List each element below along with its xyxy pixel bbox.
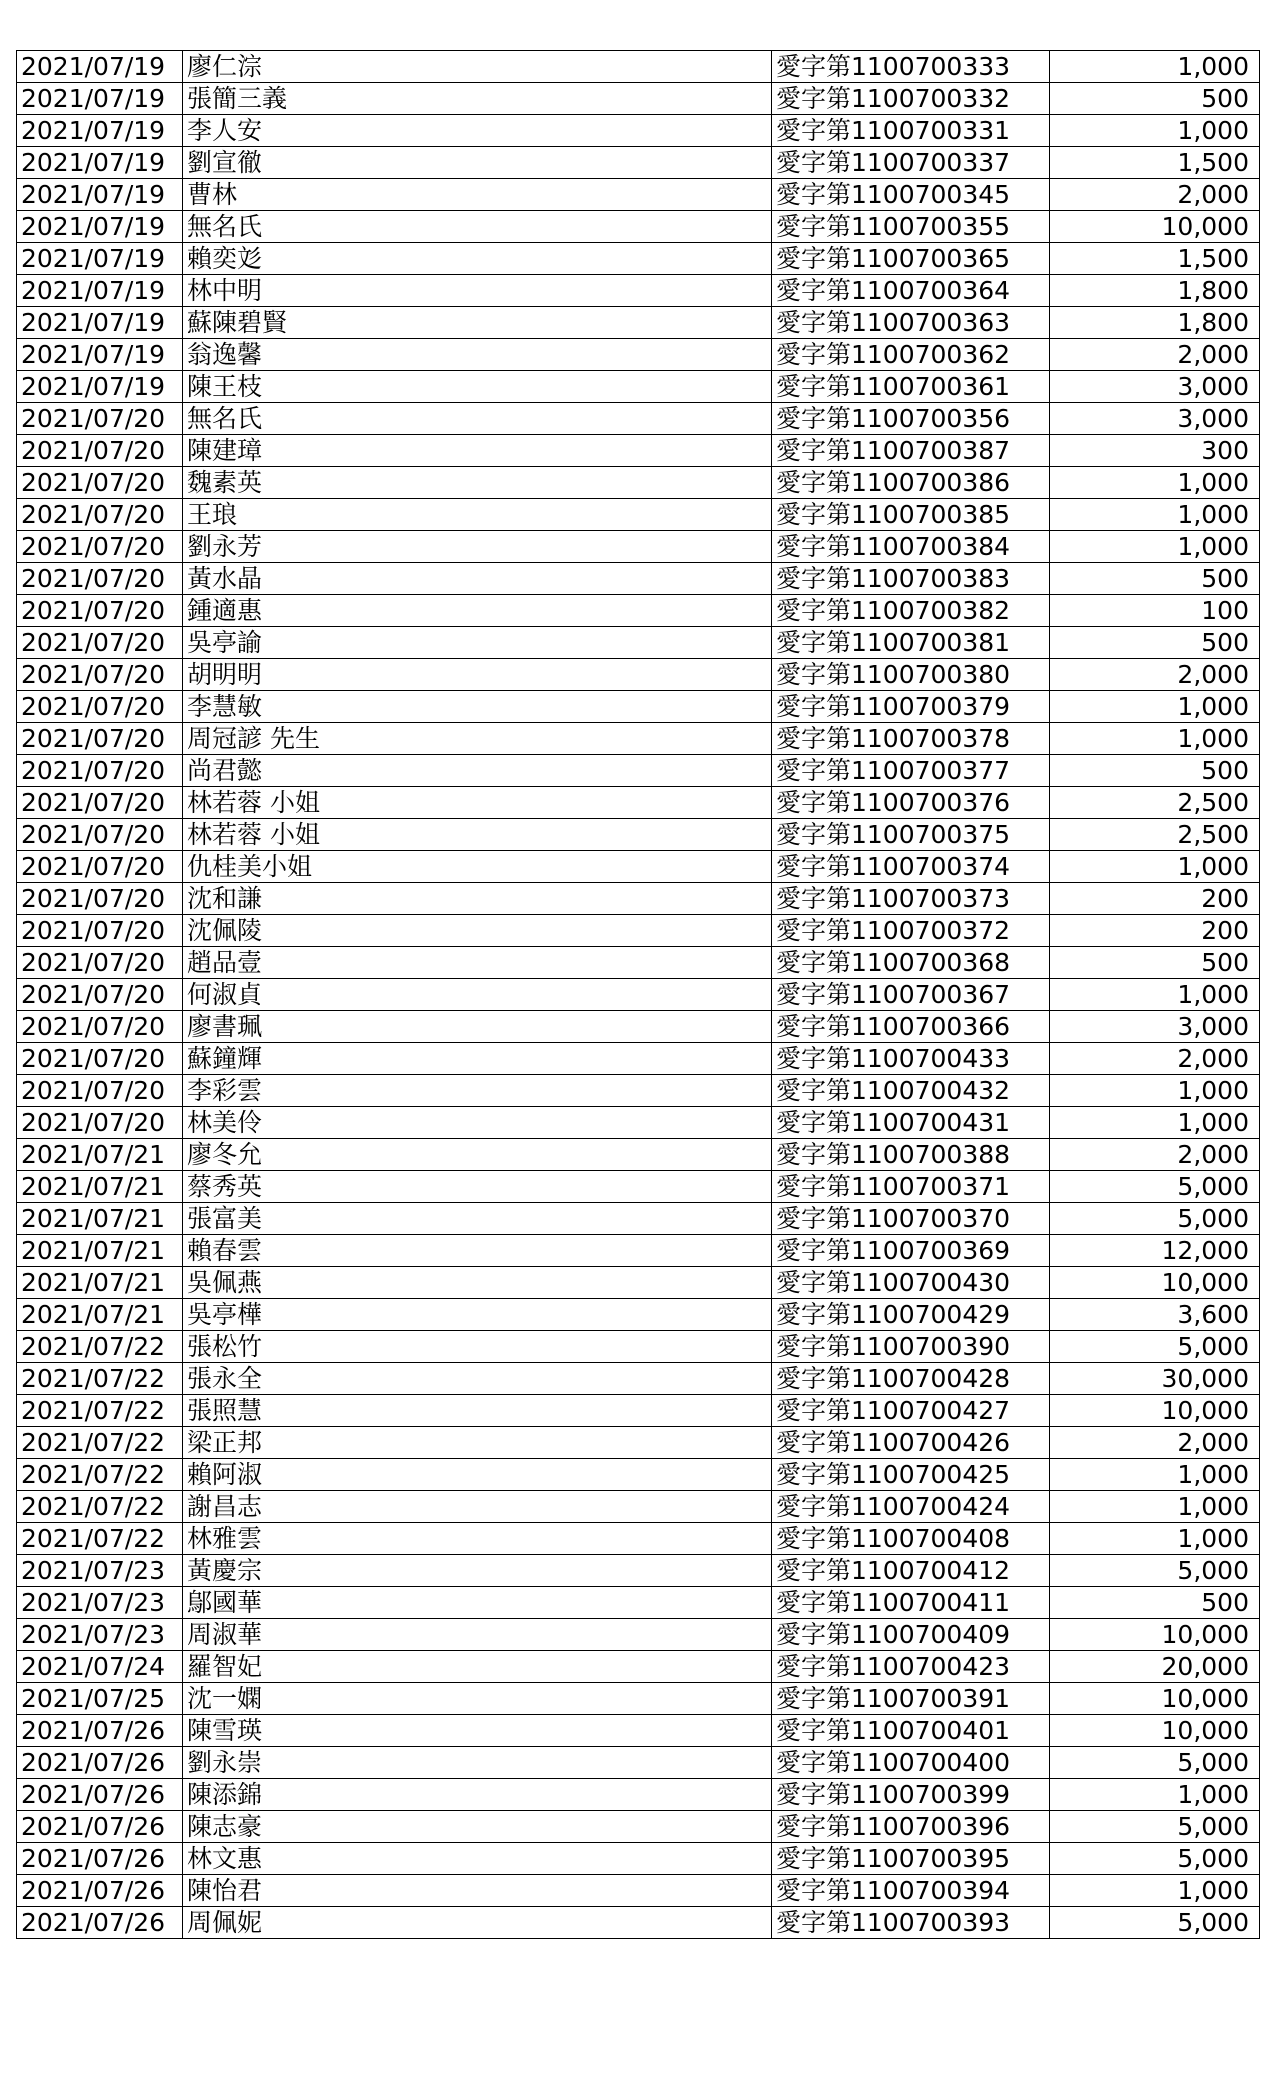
amount-cell: 5,000	[1050, 1555, 1260, 1587]
amount-cell: 5,000	[1050, 1843, 1260, 1875]
amount-cell: 1,000	[1050, 1875, 1260, 1907]
amount-cell: 300	[1050, 435, 1260, 467]
amount-cell: 1,500	[1050, 147, 1260, 179]
table-row	[17, 787, 1260, 819]
donor-name-cell: 張永全	[183, 1363, 772, 1395]
receipt-number-cell: 愛字第1100700432	[772, 1075, 1050, 1107]
receipt-number-cell: 愛字第1100700372	[772, 915, 1050, 947]
date-cell: 2021/07/20	[17, 403, 183, 435]
amount-cell: 20,000	[1050, 1651, 1260, 1683]
date-cell: 2021/07/20	[17, 595, 183, 627]
table-row	[17, 1683, 1260, 1715]
donor-name-cell: 周佩妮	[183, 1907, 772, 1939]
date-cell: 2021/07/19	[17, 211, 183, 243]
table-row	[17, 851, 1260, 883]
donor-name-cell: 沈和謙	[183, 883, 772, 915]
donation-rows	[17, 51, 1260, 1939]
date-cell: 2021/07/22	[17, 1523, 183, 1555]
receipt-number-cell: 愛字第1100700388	[772, 1139, 1050, 1171]
table-row	[17, 467, 1260, 499]
donor-name-cell: 周淑華	[183, 1619, 772, 1651]
table-row	[17, 1747, 1260, 1779]
table-row	[17, 1075, 1260, 1107]
amount-cell: 5,000	[1050, 1171, 1260, 1203]
date-cell: 2021/07/21	[17, 1235, 183, 1267]
donor-name-cell: 張松竹	[183, 1331, 772, 1363]
table-row	[17, 1299, 1260, 1331]
receipt-number-cell: 愛字第1100700374	[772, 851, 1050, 883]
date-cell: 2021/07/20	[17, 883, 183, 915]
date-cell: 2021/07/20	[17, 819, 183, 851]
date-cell: 2021/07/21	[17, 1299, 183, 1331]
donor-name-cell: 胡明明	[183, 659, 772, 691]
date-cell: 2021/07/19	[17, 147, 183, 179]
donor-name-cell: 賴春雲	[183, 1235, 772, 1267]
table-row	[17, 1043, 1260, 1075]
donor-name-cell: 曹林	[183, 179, 772, 211]
donor-name-cell: 羅智妃	[183, 1651, 772, 1683]
table-row	[17, 307, 1260, 339]
receipt-number-cell: 愛字第1100700366	[772, 1011, 1050, 1043]
donor-name-cell: 廖仁淙	[183, 51, 772, 83]
amount-cell: 2,000	[1050, 339, 1260, 371]
amount-cell: 10,000	[1050, 1395, 1260, 1427]
donor-name-cell: 林若蓉 小姐	[183, 787, 772, 819]
table-row	[17, 1907, 1260, 1939]
date-cell: 2021/07/26	[17, 1715, 183, 1747]
table-row	[17, 339, 1260, 371]
amount-cell: 500	[1050, 627, 1260, 659]
donor-name-cell: 鍾適惠	[183, 595, 772, 627]
date-cell: 2021/07/23	[17, 1587, 183, 1619]
amount-cell: 1,000	[1050, 1779, 1260, 1811]
amount-cell: 10,000	[1050, 1619, 1260, 1651]
donor-name-cell: 鄔國華	[183, 1587, 772, 1619]
table-row	[17, 1203, 1260, 1235]
amount-cell: 3,600	[1050, 1299, 1260, 1331]
donor-name-cell: 陳建璋	[183, 435, 772, 467]
donor-name-cell: 廖冬允	[183, 1139, 772, 1171]
amount-cell: 1,800	[1050, 307, 1260, 339]
donor-name-cell: 張富美	[183, 1203, 772, 1235]
receipt-number-cell: 愛字第1100700429	[772, 1299, 1050, 1331]
table-row	[17, 691, 1260, 723]
table-row	[17, 275, 1260, 307]
date-cell: 2021/07/20	[17, 723, 183, 755]
donor-name-cell: 陳王枝	[183, 371, 772, 403]
receipt-number-cell: 愛字第1100700337	[772, 147, 1050, 179]
amount-cell: 1,500	[1050, 243, 1260, 275]
receipt-number-cell: 愛字第1100700378	[772, 723, 1050, 755]
amount-cell: 5,000	[1050, 1203, 1260, 1235]
donor-name-cell: 林若蓉 小姐	[183, 819, 772, 851]
table-row	[17, 1843, 1260, 1875]
date-cell: 2021/07/22	[17, 1363, 183, 1395]
donor-name-cell: 廖書珮	[183, 1011, 772, 1043]
table-row	[17, 1363, 1260, 1395]
amount-cell: 1,000	[1050, 115, 1260, 147]
donor-name-cell: 謝昌志	[183, 1491, 772, 1523]
table-row	[17, 211, 1260, 243]
receipt-number-cell: 愛字第1100700433	[772, 1043, 1050, 1075]
amount-cell: 1,000	[1050, 499, 1260, 531]
amount-cell: 500	[1050, 1587, 1260, 1619]
amount-cell: 2,000	[1050, 179, 1260, 211]
date-cell: 2021/07/20	[17, 467, 183, 499]
table-row	[17, 755, 1260, 787]
table-row	[17, 371, 1260, 403]
date-cell: 2021/07/23	[17, 1619, 183, 1651]
amount-cell: 1,800	[1050, 275, 1260, 307]
table-row	[17, 403, 1260, 435]
receipt-number-cell: 愛字第1100700393	[772, 1907, 1050, 1939]
table-row	[17, 243, 1260, 275]
donor-name-cell: 黃慶宗	[183, 1555, 772, 1587]
table-row	[17, 819, 1260, 851]
receipt-number-cell: 愛字第1100700394	[772, 1875, 1050, 1907]
donor-name-cell: 陳志豪	[183, 1811, 772, 1843]
amount-cell: 5,000	[1050, 1331, 1260, 1363]
table-row	[17, 1523, 1260, 1555]
amount-cell: 500	[1050, 563, 1260, 595]
receipt-number-cell: 愛字第1100700387	[772, 435, 1050, 467]
table-row	[17, 1235, 1260, 1267]
table-row	[17, 1459, 1260, 1491]
receipt-number-cell: 愛字第1100700331	[772, 115, 1050, 147]
donor-name-cell: 蘇陳碧賢	[183, 307, 772, 339]
table-row	[17, 499, 1260, 531]
receipt-number-cell: 愛字第1100700430	[772, 1267, 1050, 1299]
amount-cell: 10,000	[1050, 1683, 1260, 1715]
amount-cell: 100	[1050, 595, 1260, 627]
amount-cell: 1,000	[1050, 1523, 1260, 1555]
receipt-number-cell: 愛字第1100700390	[772, 1331, 1050, 1363]
date-cell: 2021/07/22	[17, 1491, 183, 1523]
table-row	[17, 883, 1260, 915]
date-cell: 2021/07/20	[17, 627, 183, 659]
receipt-number-cell: 愛字第1100700408	[772, 1523, 1050, 1555]
receipt-number-cell: 愛字第1100700382	[772, 595, 1050, 627]
receipt-number-cell: 愛字第1100700395	[772, 1843, 1050, 1875]
table-row	[17, 1395, 1260, 1427]
receipt-number-cell: 愛字第1100700383	[772, 563, 1050, 595]
receipt-number-cell: 愛字第1100700385	[772, 499, 1050, 531]
donor-name-cell: 趙品壹	[183, 947, 772, 979]
donor-name-cell: 林中明	[183, 275, 772, 307]
table-row	[17, 723, 1260, 755]
amount-cell: 1,000	[1050, 979, 1260, 1011]
table-row	[17, 1267, 1260, 1299]
date-cell: 2021/07/21	[17, 1203, 183, 1235]
donation-table	[16, 50, 1260, 1939]
date-cell: 2021/07/22	[17, 1395, 183, 1427]
amount-cell: 1,000	[1050, 467, 1260, 499]
date-cell: 2021/07/20	[17, 1011, 183, 1043]
date-cell: 2021/07/26	[17, 1747, 183, 1779]
receipt-number-cell: 愛字第1100700391	[772, 1683, 1050, 1715]
amount-cell: 200	[1050, 915, 1260, 947]
table-row	[17, 1619, 1260, 1651]
amount-cell: 1,000	[1050, 851, 1260, 883]
table-row	[17, 531, 1260, 563]
amount-cell: 3,000	[1050, 1011, 1260, 1043]
table-row	[17, 1011, 1260, 1043]
date-cell: 2021/07/26	[17, 1779, 183, 1811]
receipt-number-cell: 愛字第1100700380	[772, 659, 1050, 691]
donor-name-cell: 蔡秀英	[183, 1171, 772, 1203]
date-cell: 2021/07/20	[17, 691, 183, 723]
table-row	[17, 51, 1260, 83]
date-cell: 2021/07/20	[17, 915, 183, 947]
date-cell: 2021/07/21	[17, 1171, 183, 1203]
date-cell: 2021/07/25	[17, 1683, 183, 1715]
donor-name-cell: 何淑貞	[183, 979, 772, 1011]
amount-cell: 5,000	[1050, 1907, 1260, 1939]
date-cell: 2021/07/20	[17, 435, 183, 467]
receipt-number-cell: 愛字第1100700356	[772, 403, 1050, 435]
donor-name-cell: 吳亭樺	[183, 1299, 772, 1331]
date-cell: 2021/07/20	[17, 947, 183, 979]
amount-cell: 5,000	[1050, 1811, 1260, 1843]
date-cell: 2021/07/20	[17, 499, 183, 531]
amount-cell: 2,000	[1050, 659, 1260, 691]
receipt-number-cell: 愛字第1100700409	[772, 1619, 1050, 1651]
amount-cell: 1,000	[1050, 691, 1260, 723]
amount-cell: 2,500	[1050, 819, 1260, 851]
donor-name-cell: 陳雪瑛	[183, 1715, 772, 1747]
table-row	[17, 595, 1260, 627]
amount-cell: 500	[1050, 83, 1260, 115]
table-row	[17, 1427, 1260, 1459]
receipt-number-cell: 愛字第1100700364	[772, 275, 1050, 307]
table-row	[17, 659, 1260, 691]
date-cell: 2021/07/20	[17, 563, 183, 595]
receipt-number-cell: 愛字第1100700426	[772, 1427, 1050, 1459]
receipt-number-cell: 愛字第1100700375	[772, 819, 1050, 851]
donor-name-cell: 劉永崇	[183, 1747, 772, 1779]
amount-cell: 12,000	[1050, 1235, 1260, 1267]
amount-cell: 1,000	[1050, 531, 1260, 563]
amount-cell: 10,000	[1050, 1715, 1260, 1747]
date-cell: 2021/07/19	[17, 51, 183, 83]
table-row	[17, 179, 1260, 211]
receipt-number-cell: 愛字第1100700361	[772, 371, 1050, 403]
receipt-number-cell: 愛字第1100700362	[772, 339, 1050, 371]
donor-name-cell: 林雅雲	[183, 1523, 772, 1555]
donor-name-cell: 沈佩陵	[183, 915, 772, 947]
date-cell: 2021/07/20	[17, 787, 183, 819]
receipt-number-cell: 愛字第1100700400	[772, 1747, 1050, 1779]
table-row	[17, 115, 1260, 147]
table-row	[17, 1875, 1260, 1907]
date-cell: 2021/07/23	[17, 1555, 183, 1587]
receipt-number-cell: 愛字第1100700368	[772, 947, 1050, 979]
amount-cell: 1,000	[1050, 1459, 1260, 1491]
date-cell: 2021/07/26	[17, 1843, 183, 1875]
receipt-number-cell: 愛字第1100700355	[772, 211, 1050, 243]
date-cell: 2021/07/26	[17, 1907, 183, 1939]
table-row	[17, 83, 1260, 115]
receipt-number-cell: 愛字第1100700377	[772, 755, 1050, 787]
table-row	[17, 979, 1260, 1011]
date-cell: 2021/07/19	[17, 179, 183, 211]
receipt-number-cell: 愛字第1100700381	[772, 627, 1050, 659]
donor-name-cell: 魏素英	[183, 467, 772, 499]
date-cell: 2021/07/20	[17, 1107, 183, 1139]
receipt-number-cell: 愛字第1100700333	[772, 51, 1050, 83]
amount-cell: 200	[1050, 883, 1260, 915]
date-cell: 2021/07/19	[17, 115, 183, 147]
donor-name-cell: 王琅	[183, 499, 772, 531]
date-cell: 2021/07/19	[17, 339, 183, 371]
donor-name-cell: 梁正邦	[183, 1427, 772, 1459]
amount-cell: 1,000	[1050, 1075, 1260, 1107]
amount-cell: 500	[1050, 947, 1260, 979]
donor-name-cell: 蘇鐘輝	[183, 1043, 772, 1075]
donor-name-cell: 張照慧	[183, 1395, 772, 1427]
amount-cell: 2,500	[1050, 787, 1260, 819]
table-row	[17, 1107, 1260, 1139]
amount-cell: 3,000	[1050, 371, 1260, 403]
receipt-number-cell: 愛字第1100700376	[772, 787, 1050, 819]
table-row	[17, 947, 1260, 979]
donor-name-cell: 尚君懿	[183, 755, 772, 787]
date-cell: 2021/07/20	[17, 1075, 183, 1107]
donor-name-cell: 劉永芳	[183, 531, 772, 563]
receipt-number-cell: 愛字第1100700365	[772, 243, 1050, 275]
amount-cell: 1,000	[1050, 51, 1260, 83]
donor-name-cell: 翁逸馨	[183, 339, 772, 371]
table-row	[17, 563, 1260, 595]
table-row	[17, 1779, 1260, 1811]
date-cell: 2021/07/20	[17, 755, 183, 787]
receipt-number-cell: 愛字第1100700401	[772, 1715, 1050, 1747]
receipt-number-cell: 愛字第1100700386	[772, 467, 1050, 499]
date-cell: 2021/07/21	[17, 1267, 183, 1299]
receipt-number-cell: 愛字第1100700367	[772, 979, 1050, 1011]
table-row	[17, 1331, 1260, 1363]
receipt-number-cell: 愛字第1100700423	[772, 1651, 1050, 1683]
donor-name-cell: 林美伶	[183, 1107, 772, 1139]
date-cell: 2021/07/19	[17, 307, 183, 339]
amount-cell: 2,000	[1050, 1139, 1260, 1171]
date-cell: 2021/07/19	[17, 243, 183, 275]
receipt-number-cell: 愛字第1100700332	[772, 83, 1050, 115]
receipt-number-cell: 愛字第1100700428	[772, 1363, 1050, 1395]
donor-name-cell: 沈一嫻	[183, 1683, 772, 1715]
receipt-number-cell: 愛字第1100700396	[772, 1811, 1050, 1843]
table-row	[17, 1171, 1260, 1203]
table-row	[17, 147, 1260, 179]
donor-name-cell: 陳怡君	[183, 1875, 772, 1907]
donor-name-cell: 仇桂美小姐	[183, 851, 772, 883]
receipt-number-cell: 愛字第1100700425	[772, 1459, 1050, 1491]
donor-name-cell: 陳添錦	[183, 1779, 772, 1811]
date-cell: 2021/07/21	[17, 1139, 183, 1171]
receipt-number-cell: 愛字第1100700369	[772, 1235, 1050, 1267]
date-cell: 2021/07/20	[17, 979, 183, 1011]
donor-name-cell: 李慧敏	[183, 691, 772, 723]
date-cell: 2021/07/20	[17, 851, 183, 883]
donor-name-cell: 賴奕彣	[183, 243, 772, 275]
donor-name-cell: 無名氏	[183, 403, 772, 435]
table-row	[17, 1491, 1260, 1523]
receipt-number-cell: 愛字第1100700363	[772, 307, 1050, 339]
donor-name-cell: 劉宣徹	[183, 147, 772, 179]
receipt-number-cell: 愛字第1100700345	[772, 179, 1050, 211]
table-row	[17, 1811, 1260, 1843]
amount-cell: 2,000	[1050, 1043, 1260, 1075]
date-cell: 2021/07/26	[17, 1875, 183, 1907]
table-row	[17, 627, 1260, 659]
date-cell: 2021/07/20	[17, 1043, 183, 1075]
date-cell: 2021/07/22	[17, 1459, 183, 1491]
donor-name-cell: 吳亭諭	[183, 627, 772, 659]
receipt-number-cell: 愛字第1100700411	[772, 1587, 1050, 1619]
amount-cell: 2,000	[1050, 1427, 1260, 1459]
donor-name-cell: 吳佩燕	[183, 1267, 772, 1299]
donor-name-cell: 李彩雲	[183, 1075, 772, 1107]
table-row	[17, 1651, 1260, 1683]
receipt-number-cell: 愛字第1100700424	[772, 1491, 1050, 1523]
amount-cell: 10,000	[1050, 211, 1260, 243]
date-cell: 2021/07/20	[17, 531, 183, 563]
receipt-number-cell: 愛字第1100700373	[772, 883, 1050, 915]
receipt-number-cell: 愛字第1100700412	[772, 1555, 1050, 1587]
receipt-number-cell: 愛字第1100700379	[772, 691, 1050, 723]
receipt-number-cell: 愛字第1100700431	[772, 1107, 1050, 1139]
table-row	[17, 1715, 1260, 1747]
receipt-number-cell: 愛字第1100700427	[772, 1395, 1050, 1427]
amount-cell: 1,000	[1050, 1107, 1260, 1139]
date-cell: 2021/07/22	[17, 1331, 183, 1363]
date-cell: 2021/07/26	[17, 1811, 183, 1843]
date-cell: 2021/07/22	[17, 1427, 183, 1459]
receipt-number-cell: 愛字第1100700370	[772, 1203, 1050, 1235]
amount-cell: 3,000	[1050, 403, 1260, 435]
amount-cell: 500	[1050, 755, 1260, 787]
amount-cell: 5,000	[1050, 1747, 1260, 1779]
amount-cell: 30,000	[1050, 1363, 1260, 1395]
donor-name-cell: 李人安	[183, 115, 772, 147]
receipt-number-cell: 愛字第1100700384	[772, 531, 1050, 563]
date-cell: 2021/07/20	[17, 659, 183, 691]
receipt-number-cell: 愛字第1100700371	[772, 1171, 1050, 1203]
amount-cell: 10,000	[1050, 1267, 1260, 1299]
date-cell: 2021/07/19	[17, 371, 183, 403]
table-row	[17, 915, 1260, 947]
amount-cell: 1,000	[1050, 723, 1260, 755]
donor-name-cell: 賴阿淑	[183, 1459, 772, 1491]
donor-name-cell: 周冠諺 先生	[183, 723, 772, 755]
donor-name-cell: 林文惠	[183, 1843, 772, 1875]
donor-name-cell: 黃水晶	[183, 563, 772, 595]
date-cell: 2021/07/24	[17, 1651, 183, 1683]
table-row	[17, 435, 1260, 467]
donor-name-cell: 張簡三義	[183, 83, 772, 115]
table-row	[17, 1555, 1260, 1587]
receipt-number-cell: 愛字第1100700399	[772, 1779, 1050, 1811]
table-row	[17, 1587, 1260, 1619]
amount-cell: 1,000	[1050, 1491, 1260, 1523]
date-cell: 2021/07/19	[17, 275, 183, 307]
table-row	[17, 1139, 1260, 1171]
date-cell: 2021/07/19	[17, 83, 183, 115]
donor-name-cell: 無名氏	[183, 211, 772, 243]
